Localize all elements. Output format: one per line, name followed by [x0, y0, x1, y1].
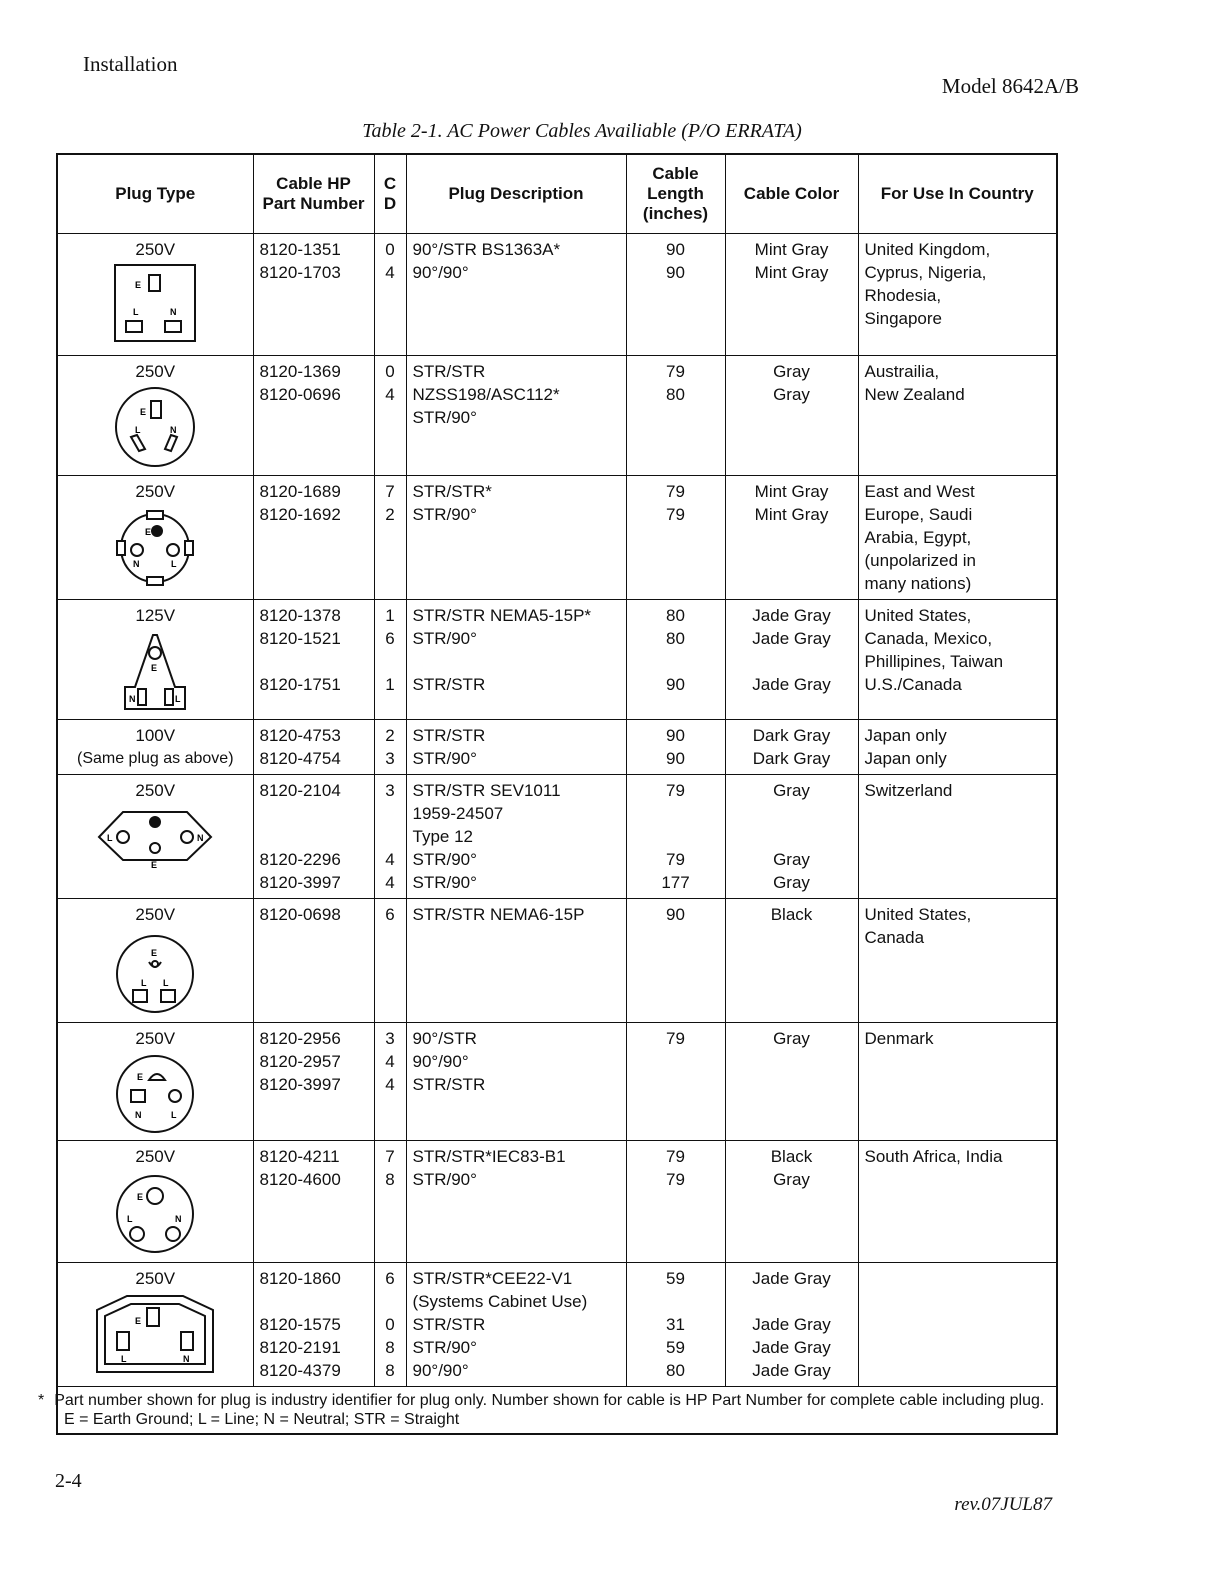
- revision-label: rev.07JUL87: [954, 1494, 1052, 1515]
- part-number-cell-line: 8120-1860: [259, 1269, 341, 1288]
- cd-cell-line: 8: [385, 1338, 395, 1357]
- part-number-cell-line: 8120-4600: [259, 1170, 341, 1189]
- cable-color-cell-line: Jade Gray: [752, 629, 831, 648]
- header-cable-color: Cable Color: [725, 154, 858, 234]
- cable-length-cell-line: 79: [666, 362, 685, 381]
- ac-power-cables-table: [38, 153, 1058, 1435]
- cd-cell-line: 4: [385, 1052, 395, 1071]
- country-cell: [858, 234, 1057, 356]
- europe-plug-icon: [64, 505, 247, 591]
- plug-voltage: 125V: [135, 606, 176, 625]
- table-header-row: [57, 154, 1057, 234]
- country-cell: [858, 775, 1057, 899]
- plug-description-cell-line: STR/90°: [412, 408, 477, 427]
- svg-text:E: E: [151, 860, 158, 870]
- header-cable-length: Cable Length (inches): [626, 154, 725, 234]
- svg-text:L: L: [141, 978, 147, 988]
- plug-description-cell: [406, 234, 626, 356]
- country-cell: [858, 1263, 1057, 1387]
- nema-6-15p-plug-icon: [64, 928, 247, 1016]
- part-number-cell: [253, 356, 374, 476]
- plug-description-cell: [406, 600, 626, 720]
- country-cell: [858, 899, 1057, 1023]
- cd-cell: [374, 1263, 406, 1387]
- plug-voltage: 250V: [135, 1029, 176, 1048]
- swiss-plug-icon: [64, 804, 247, 870]
- australia-plug-icon: [64, 385, 247, 469]
- part-number-cell-line: 8120-4379: [259, 1361, 341, 1380]
- plug-description-cell-line: 90°/STR BS1363A*: [412, 240, 561, 259]
- cable-length-cell-line: 90: [666, 240, 685, 259]
- country-cell: [858, 356, 1057, 476]
- cable-color-cell-line: Black: [770, 1147, 813, 1166]
- cable-color-cell: [725, 356, 858, 476]
- cable-color-cell-line: Jade Gray: [752, 1315, 831, 1334]
- svg-text:E: E: [135, 1316, 142, 1326]
- cd-cell-line: 4: [385, 385, 395, 404]
- part-number-cell-line: 8120-1689: [259, 482, 341, 501]
- svg-text:E: E: [140, 407, 147, 417]
- plug-description-cell-line: 90°/STR: [412, 1029, 477, 1048]
- cable-length-cell-line: 59: [666, 1338, 685, 1357]
- cable-length-cell: [626, 356, 725, 476]
- plug-description-cell-line: STR/90°: [412, 629, 477, 648]
- cable-color-cell-line: Jade Gray: [752, 1338, 831, 1357]
- country-cell-line: Phillipines, Taiwan: [864, 652, 1004, 671]
- cable-color-cell-line: Gray: [773, 873, 810, 892]
- plug-description-cell: [406, 899, 626, 1023]
- svg-text:L: L: [171, 1110, 177, 1120]
- footnote-text: Part number shown for plug is industry identifier for plug only. Number shown for cable is HP Part Number for complete cable including plug. E = Earth Ground; L = Line; N = Neutral; STR = Straight: [54, 1392, 1045, 1428]
- cable-color-cell-line: Jade Gray: [752, 606, 831, 625]
- plug-description-cell: [406, 1023, 626, 1141]
- country-cell-line: Japan only: [864, 726, 947, 745]
- cable-length-cell: [626, 476, 725, 600]
- cd-cell: [374, 600, 406, 720]
- plug-description-cell-line: STR/STR NEMA5-15P*: [412, 606, 592, 625]
- plug-description-cell-line: NZSS198/ASC112*: [412, 385, 560, 404]
- cable-color-cell-line: Jade Gray: [752, 1269, 831, 1288]
- country-cell-line: New Zealand: [864, 385, 965, 404]
- plug-description-cell-line: STR/90°: [412, 1170, 477, 1189]
- svg-text:L: L: [107, 833, 113, 843]
- part-number-cell-line: 8120-1521: [259, 629, 341, 648]
- part-number-cell-line: 8120-2296: [259, 850, 341, 869]
- cable-color-cell-line: Gray: [773, 362, 810, 381]
- part-number-cell-line: 8120-1692: [259, 505, 341, 524]
- plug-description-cell: [406, 720, 626, 775]
- svg-text:L: L: [171, 559, 177, 569]
- part-number-cell: [253, 234, 374, 356]
- country-cell-line: Japan only: [864, 749, 947, 768]
- country-cell: [858, 1023, 1057, 1141]
- part-number-cell: [253, 899, 374, 1023]
- plug-description-cell-line: Type 12: [412, 827, 473, 846]
- cable-color-cell-line: Mint Gray: [754, 482, 829, 501]
- cable-length-cell: [626, 720, 725, 775]
- cd-cell: [374, 775, 406, 899]
- cable-length-cell-line: 79: [666, 1147, 685, 1166]
- plug-voltage: 250V: [135, 1269, 176, 1288]
- plug-note: (Same plug as above): [76, 750, 234, 767]
- cable-length-cell-line: 79: [666, 850, 685, 869]
- cd-cell-line: 8: [385, 1170, 395, 1189]
- part-number-cell: [253, 1141, 374, 1263]
- cd-cell-line: 6: [385, 629, 395, 648]
- table-caption: Table 2-1. AC Power Cables Availiable (P/O ERRATA): [362, 120, 802, 142]
- cable-color-cell-line: Dark Gray: [752, 726, 831, 745]
- part-number-cell-line: 8120-3997: [259, 873, 341, 892]
- table-row: [57, 899, 1057, 1023]
- svg-text:L: L: [135, 425, 141, 435]
- plug-voltage: 250V: [135, 781, 176, 800]
- part-number-cell-line: 8120-4754: [259, 749, 341, 768]
- nema-5-15p-plug-icon: [64, 629, 247, 715]
- plug-voltage: 250V: [135, 240, 176, 259]
- cable-color-cell-line: Gray: [773, 850, 810, 869]
- part-number-cell-line: 8120-1703: [259, 263, 341, 282]
- cable-length-cell-line: 90: [666, 675, 685, 694]
- cable-color-cell: [725, 1263, 858, 1387]
- cable-color-cell: [725, 775, 858, 899]
- part-number-cell: [253, 1023, 374, 1141]
- iec-cee22-plug-icon: [64, 1292, 247, 1376]
- plug-description-cell: [406, 1141, 626, 1263]
- country-cell: [858, 720, 1057, 775]
- cable-length-cell-line: 79: [666, 482, 685, 501]
- part-number-cell: [253, 720, 374, 775]
- cd-cell-line: 7: [385, 1147, 395, 1166]
- plug-type-cell: [57, 1023, 253, 1141]
- cable-color-cell: [725, 1023, 858, 1141]
- plug-description-cell-line: STR/STR: [412, 675, 486, 694]
- svg-text:L: L: [127, 1214, 133, 1224]
- part-number-cell-line: 8120-0696: [259, 385, 341, 404]
- cd-cell: [374, 356, 406, 476]
- part-number-cell-line: 8120-0698: [259, 905, 341, 924]
- svg-text:E: E: [151, 663, 158, 673]
- table-row: [57, 1263, 1057, 1387]
- plug-description-cell-line: STR/STR: [412, 726, 486, 745]
- cd-cell-line: 4: [385, 1075, 395, 1094]
- svg-text:N: N: [133, 559, 140, 569]
- page-number: 2-4: [55, 1470, 82, 1492]
- plug-description-cell: [406, 476, 626, 600]
- part-number-cell-line: 8120-4753: [259, 726, 341, 745]
- cd-cell-line: 1: [385, 675, 395, 694]
- plug-type-cell: [57, 775, 253, 899]
- country-cell-line: Arabia, Egypt,: [864, 528, 972, 547]
- cable-color-cell: [725, 476, 858, 600]
- part-number-cell: [253, 476, 374, 600]
- cd-cell-line: 8: [385, 1361, 395, 1380]
- plug-description-cell-line: STR/STR: [412, 362, 486, 381]
- plug-description-cell-line: STR/90°: [412, 1338, 477, 1357]
- part-number-cell-line: 8120-1369: [259, 362, 341, 381]
- cd-cell-line: 2: [385, 726, 395, 745]
- cd-cell: [374, 476, 406, 600]
- svg-text:L: L: [133, 307, 139, 317]
- plug-description-cell-line: STR/90°: [412, 873, 477, 892]
- cable-length-cell-line: 79: [666, 1029, 685, 1048]
- footnote: * Part number shown for plug is industry identifier for plug only. Number shown for cable is HP Part Number for complete cable including plug. E = Earth Ground; L = Line; N = Neutral; STR = Straight: [57, 1387, 1057, 1435]
- table-row: [57, 775, 1057, 899]
- part-number-cell: [253, 775, 374, 899]
- plug-description-cell-line: (Systems Cabinet Use): [412, 1292, 588, 1311]
- uk-plug-icon: [64, 263, 247, 343]
- plug-description-cell-line: 90°/90°: [412, 263, 469, 282]
- cd-cell: [374, 1141, 406, 1263]
- cable-length-cell: [626, 234, 725, 356]
- plug-description-cell-line: STR/90°: [412, 505, 477, 524]
- plug-description-cell-line: STR/STR*IEC83-B1: [412, 1147, 566, 1166]
- cable-color-cell-line: Gray: [773, 1170, 810, 1189]
- cable-color-cell-line: Mint Gray: [754, 240, 829, 259]
- country-cell-line: Canada, Mexico,: [864, 629, 993, 648]
- cable-length-cell-line: 90: [666, 726, 685, 745]
- svg-text:N: N: [135, 1110, 142, 1120]
- header-cd: C D: [374, 154, 406, 234]
- model-label: Model 8642A/B: [941, 74, 1079, 98]
- cable-length-cell-line: 177: [661, 873, 690, 892]
- cable-length-cell: [626, 600, 725, 720]
- footnote-row: [57, 1387, 1057, 1435]
- header-plug-description: Plug Description: [406, 154, 626, 234]
- cd-cell: [374, 234, 406, 356]
- cd-cell-line: 3: [385, 1029, 395, 1048]
- country-cell-line: Cyprus, Nigeria,: [864, 263, 987, 282]
- cable-color-cell: [725, 1141, 858, 1263]
- part-number-cell-line: 8120-1751: [259, 675, 341, 694]
- plug-voltage: 100V: [135, 726, 176, 745]
- svg-text:L: L: [175, 694, 181, 704]
- cable-length-cell-line: 80: [666, 1361, 685, 1380]
- cd-cell: [374, 720, 406, 775]
- svg-text:N: N: [129, 694, 136, 704]
- part-number-cell-line: 8120-2191: [259, 1338, 341, 1357]
- plug-description-cell-line: STR/90°: [412, 850, 477, 869]
- table-body: [57, 234, 1057, 1387]
- cable-color-cell-line: Dark Gray: [752, 749, 831, 768]
- country-cell-line: Rhodesia,: [864, 286, 942, 305]
- plug-type-cell: [57, 234, 253, 356]
- cable-length-cell-line: 79: [666, 781, 685, 800]
- cable-length-cell-line: 90: [666, 263, 685, 282]
- svg-text:L: L: [121, 1354, 127, 1364]
- part-number-cell-line: 8120-2957: [259, 1052, 341, 1071]
- plug-description-cell-line: 1959-24507: [412, 804, 504, 823]
- table-row: [57, 600, 1057, 720]
- svg-text:E: E: [137, 1072, 144, 1082]
- table-row: [57, 234, 1057, 356]
- cd-cell-line: 7: [385, 482, 395, 501]
- cable-color-cell-line: Jade Gray: [752, 1361, 831, 1380]
- svg-text:N: N: [170, 425, 177, 435]
- plug-type-cell: [57, 356, 253, 476]
- plug-description-cell-line: 90°/90°: [412, 1052, 469, 1071]
- cable-color-cell-line: Mint Gray: [754, 263, 829, 282]
- svg-text:E: E: [135, 280, 142, 290]
- country-cell-line: United States,: [864, 606, 972, 625]
- country-cell-line: Switzerland: [864, 781, 953, 800]
- plug-description-cell: [406, 775, 626, 899]
- section-title: Installation: [83, 52, 178, 76]
- cable-length-cell-line: 80: [666, 606, 685, 625]
- plug-description-cell: [406, 356, 626, 476]
- plug-type-cell: [57, 476, 253, 600]
- svg-text:N: N: [170, 307, 177, 317]
- country-cell-line: U.S./Canada: [864, 675, 962, 694]
- cd-cell-line: 4: [385, 850, 395, 869]
- cable-color-cell: [725, 234, 858, 356]
- svg-text:L: L: [163, 978, 169, 988]
- plug-type-cell: [57, 899, 253, 1023]
- part-number-cell-line: 8120-2956: [259, 1029, 341, 1048]
- cd-cell-line: 6: [385, 905, 395, 924]
- plug-description-cell-line: STR/STR NEMA6-15P: [412, 905, 585, 924]
- plug-description-cell-line: STR/STR SEV1011: [412, 781, 561, 800]
- cable-length-cell: [626, 899, 725, 1023]
- cable-length-cell-line: 59: [666, 1269, 685, 1288]
- cable-length-cell-line: 90: [666, 905, 685, 924]
- country-cell-line: United States,: [864, 905, 972, 924]
- cable-color-cell: [725, 899, 858, 1023]
- plug-voltage: 250V: [135, 362, 176, 381]
- cd-cell-line: 0: [385, 362, 395, 381]
- cable-length-cell: [626, 1023, 725, 1141]
- country-cell: [858, 1141, 1057, 1263]
- cable-color-cell-line: Black: [770, 905, 813, 924]
- country-cell-line: Singapore: [864, 309, 943, 328]
- cable-color-cell-line: Gray: [773, 1029, 810, 1048]
- cable-length-cell: [626, 775, 725, 899]
- country-cell: [858, 600, 1057, 720]
- country-cell-line: Denmark: [864, 1029, 934, 1048]
- country-cell-line: South Africa, India: [864, 1147, 1003, 1166]
- part-number-cell-line: 8120-2104: [259, 781, 341, 800]
- table-row: [57, 720, 1057, 775]
- svg-text:N: N: [175, 1214, 182, 1224]
- header-part-number: Cable HP Part Number: [253, 154, 374, 234]
- cd-cell-line: 1: [385, 606, 395, 625]
- cable-length-cell: [626, 1141, 725, 1263]
- plug-voltage: 250V: [135, 1147, 176, 1166]
- cable-length-cell-line: 79: [666, 1170, 685, 1189]
- cable-length-cell-line: 90: [666, 749, 685, 768]
- plug-description-cell-line: STR/STR: [412, 1315, 486, 1334]
- svg-text:E: E: [145, 527, 152, 537]
- plug-type-cell: [57, 1263, 253, 1387]
- plug-description-cell-line: STR/STR*: [412, 482, 492, 501]
- plug-type-cell: [57, 720, 253, 775]
- part-number-cell-line: 8120-3997: [259, 1075, 341, 1094]
- cable-color-cell-line: Gray: [773, 781, 810, 800]
- cd-cell-line: 0: [385, 240, 395, 259]
- country-cell-line: Austrailia,: [864, 362, 940, 381]
- table-row: [57, 1141, 1057, 1263]
- plug-description-cell-line: STR/STR: [412, 1075, 486, 1094]
- plug-type-cell: [57, 600, 253, 720]
- cable-color-cell-line: Gray: [773, 385, 810, 404]
- svg-text:E: E: [137, 1192, 144, 1202]
- cd-cell-line: 6: [385, 1269, 395, 1288]
- country-cell-line: United Kingdom,: [864, 240, 991, 259]
- table-row: [57, 356, 1057, 476]
- cable-length-cell-line: 79: [666, 505, 685, 524]
- cable-length-cell-line: 80: [666, 629, 685, 648]
- cd-cell-line: 3: [385, 749, 395, 768]
- svg-text:N: N: [183, 1354, 190, 1364]
- cable-color-cell-line: Jade Gray: [752, 675, 831, 694]
- part-number-cell: [253, 600, 374, 720]
- plug-voltage: 250V: [135, 905, 176, 924]
- denmark-plug-icon: [64, 1052, 247, 1134]
- cd-cell-line: 0: [385, 1315, 395, 1334]
- cd-cell: [374, 899, 406, 1023]
- header-plug-type: Plug Type: [57, 154, 253, 234]
- cable-color-cell-line: Mint Gray: [754, 505, 829, 524]
- cable-length-cell-line: 31: [666, 1315, 685, 1334]
- country-cell-line: Europe, Saudi: [864, 505, 973, 524]
- part-number-cell-line: 8120-1378: [259, 606, 341, 625]
- plug-type-cell: [57, 1141, 253, 1263]
- cable-length-cell: [626, 1263, 725, 1387]
- part-number-cell: [253, 1263, 374, 1387]
- plug-description-cell-line: STR/90°: [412, 749, 477, 768]
- part-number-cell-line: 8120-1351: [259, 240, 341, 259]
- cd-cell-line: 3: [385, 781, 395, 800]
- table-row: [57, 1023, 1057, 1141]
- cd-cell: [374, 1023, 406, 1141]
- cable-color-cell: [725, 600, 858, 720]
- cd-cell-line: 4: [385, 263, 395, 282]
- svg-text:N: N: [197, 833, 204, 843]
- plug-description-cell-line: STR/STR*CEE22-V1: [412, 1269, 573, 1288]
- cable-length-cell-line: 80: [666, 385, 685, 404]
- plug-description-cell: [406, 1263, 626, 1387]
- country-cell-line: Canada: [864, 928, 925, 947]
- country-cell-line: East and West: [864, 482, 975, 501]
- plug-voltage: 250V: [135, 482, 176, 501]
- cd-cell-line: 4: [385, 873, 395, 892]
- cd-cell-line: 2: [385, 505, 395, 524]
- country-cell-line: many nations): [864, 574, 972, 593]
- part-number-cell-line: 8120-1575: [259, 1315, 341, 1334]
- header-country: For Use In Country: [858, 154, 1057, 234]
- country-cell-line: (unpolarized in: [864, 551, 977, 570]
- part-number-cell-line: 8120-4211: [259, 1147, 340, 1166]
- table-row: [57, 476, 1057, 600]
- cable-color-cell: [725, 720, 858, 775]
- south-africa-plug-icon: [64, 1170, 247, 1256]
- plug-description-cell-line: 90°/90°: [412, 1361, 469, 1380]
- svg-text:E: E: [151, 948, 158, 958]
- country-cell: [858, 476, 1057, 600]
